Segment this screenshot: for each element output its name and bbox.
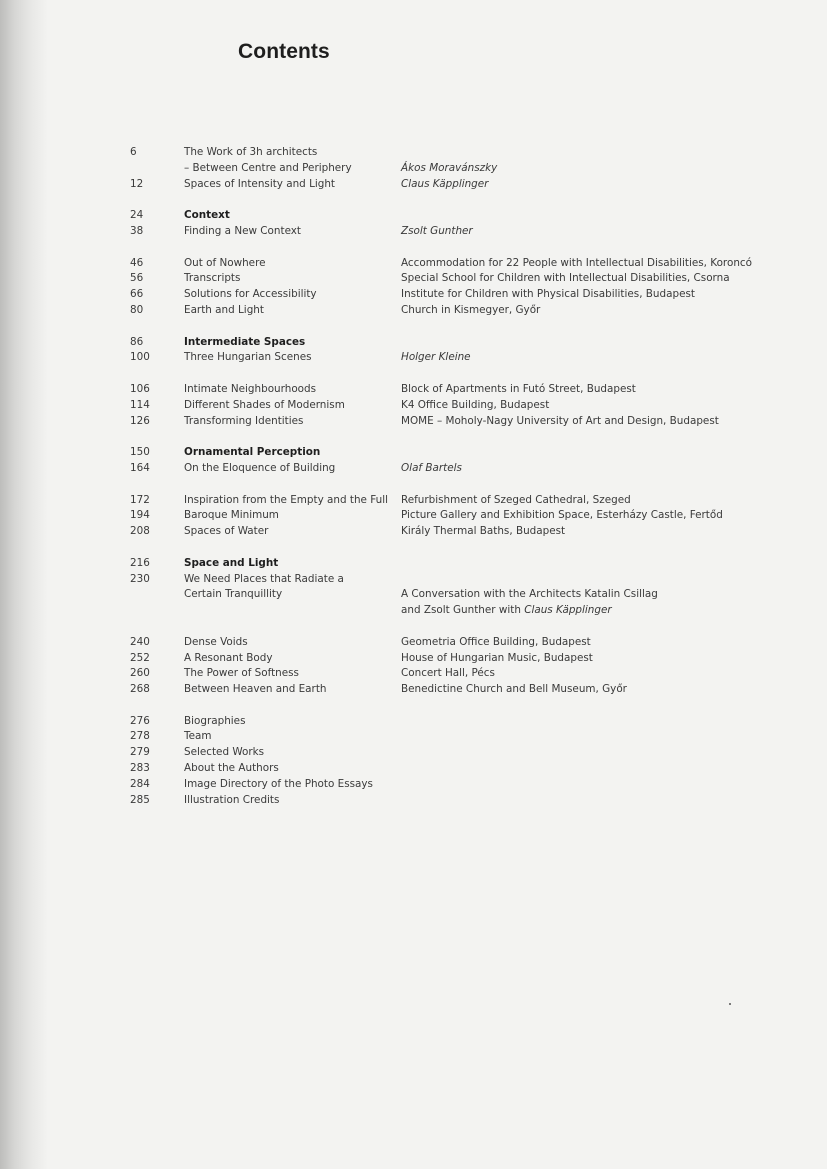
toc-entry-title: Intimate Neighbourhoods [184, 382, 317, 395]
toc-entry-title: A Resonant Body [184, 651, 273, 664]
toc-entry-project [401, 271, 730, 287]
toc-row [0, 635, 827, 651]
toc-entry-note-text: Block of Apartments in Futó Street, Budapest [401, 382, 636, 395]
toc-page-number: 126 [130, 414, 150, 427]
toc-page-number: 86 [130, 335, 144, 348]
toc-row [0, 745, 827, 761]
toc-entry-title: Solutions for Accessibility [184, 288, 317, 301]
toc-entry-note-text: and Zsolt Gunther with [401, 604, 525, 617]
toc-section-heading-row [0, 556, 827, 572]
toc-entry-note-text: Church in Kismegyer, Győr [401, 303, 541, 316]
toc-page-number: 194 [130, 509, 150, 522]
toc-entry-title: Team [184, 730, 212, 743]
toc-section-heading-row [0, 335, 827, 351]
toc-entry-note-text: Geometria Office Building, Budapest [401, 635, 591, 648]
toc-entry-title: Inspiration from the Empty and the Full [184, 493, 389, 506]
toc-entry-title: Three Hungarian Scenes [184, 351, 312, 364]
toc-row [0, 224, 827, 240]
toc-page-number: 252 [130, 651, 150, 664]
toc-row [0, 666, 827, 682]
toc-entry-title: Different Shades of Modernism [184, 398, 345, 411]
toc-entry-note-text: Accommodation for 22 People with Intellectual Disabilities, Koroncó [401, 256, 752, 269]
toc-row [0, 303, 827, 319]
toc-page-number: 283 [130, 762, 150, 775]
toc-entry-project [401, 587, 658, 603]
toc-page-number: 276 [130, 714, 150, 727]
toc-entry-title: On the Eloquence of Building [184, 461, 336, 474]
toc-entry-project [401, 256, 752, 272]
toc-section-heading: Space and Light [184, 556, 279, 569]
toc-entry-note-text: K4 Office Building, Budapest [401, 398, 550, 411]
toc-entry-note-text: Refurbishment of Szeged Cathedral, Szeged [401, 493, 631, 506]
toc-page-number: 278 [130, 730, 150, 743]
toc-page-number: 38 [130, 224, 144, 237]
toc-entry-title: Illustration Credits [184, 793, 280, 806]
toc-row [0, 714, 827, 730]
toc-entry-note-text: Concert Hall, Pécs [401, 667, 495, 680]
toc-row [0, 145, 827, 161]
toc-entry-project [401, 524, 565, 540]
toc-entry-note-text: Benedictine Church and Bell Museum, Győr [401, 683, 627, 696]
toc-page-number: 150 [130, 446, 150, 459]
toc-entry-author [401, 177, 488, 193]
toc-row [0, 777, 827, 793]
toc-entry-project [401, 635, 591, 651]
toc-entry-title: Finding a New Context [184, 224, 302, 237]
toc-entry-project [401, 666, 495, 682]
toc-row [0, 651, 827, 667]
toc-page-number: 260 [130, 667, 150, 680]
toc-row [0, 161, 827, 177]
toc-page-number: 268 [130, 683, 150, 696]
toc-page-number: 66 [130, 288, 144, 301]
toc-entry-note-text: House of Hungarian Music, Budapest [401, 651, 593, 664]
toc-entry-title: Spaces of Water [184, 525, 269, 538]
toc-row [0, 398, 827, 414]
toc-row [0, 524, 827, 540]
toc-row [0, 793, 827, 809]
toc-entry-title: The Work of 3h architects [184, 146, 318, 158]
toc-entry-project [401, 493, 631, 509]
toc-entry-title: Transforming Identities [184, 414, 304, 427]
toc-section-heading-row [0, 445, 827, 461]
toc-page-number: 114 [130, 398, 150, 411]
toc-entry-author [401, 350, 471, 366]
toc-entry-note-text: Olaf Bartels [401, 461, 462, 474]
toc-entry-project [401, 651, 593, 667]
toc-row [0, 271, 827, 287]
toc-entry-title: Between Heaven and Earth [184, 683, 327, 696]
toc-entry-author [401, 224, 473, 240]
toc-row [0, 256, 827, 272]
toc-entry-title: Spaces of Intensity and Light [184, 177, 336, 190]
toc-entry-title: Dense Voids [184, 635, 248, 648]
toc-page-number: 230 [130, 572, 150, 585]
page-dot-mark [729, 1003, 731, 1005]
toc-section-heading-row [0, 208, 827, 224]
toc-page-number: 24 [130, 209, 144, 222]
toc-entry-note-text: Zsolt Gunther [401, 224, 473, 237]
toc-entry-author [401, 161, 497, 177]
toc-entry-note-text: Holger Kleine [401, 351, 471, 364]
toc-row [0, 177, 827, 193]
toc-page-number: 12 [130, 177, 144, 190]
toc-entry-title: Certain Tranquillity [184, 588, 283, 601]
toc-entry-title: Earth and Light [184, 303, 264, 316]
toc-entry-project [401, 287, 695, 303]
toc-page-number: 56 [130, 272, 144, 285]
toc-entry-note-text: Claus Käpplinger [401, 177, 489, 190]
toc-entry-project [401, 414, 719, 430]
toc-row [0, 493, 827, 509]
toc-page-number: 284 [130, 777, 150, 790]
toc-page-number: 106 [130, 382, 150, 395]
toc-entry-title: About the Authors [184, 762, 279, 775]
toc-row [0, 572, 827, 588]
toc-page-number: 279 [130, 746, 150, 759]
toc-entry-project [401, 682, 627, 698]
toc-page-number: 46 [130, 256, 144, 269]
toc-section-heading: Ornamental Perception [184, 446, 321, 459]
toc-entry-project [401, 603, 612, 619]
toc-entry-project [401, 303, 540, 319]
toc-entry-project [401, 382, 636, 398]
toc-section-heading: Intermediate Spaces [184, 335, 306, 348]
toc-entry-note-text: MOME – Moholy-Nagy University of Art and Design, Budapest [401, 414, 719, 427]
toc-entry-author: Claus Käpplinger [524, 604, 612, 617]
toc-entry-title: Selected Works [184, 746, 265, 759]
toc-row [0, 508, 827, 524]
toc-entry-title: Transcripts [184, 272, 241, 285]
toc-row [0, 414, 827, 430]
toc-page-number: 164 [130, 461, 150, 474]
toc-entry-note-text: Ákos Moravánszky [401, 161, 498, 174]
toc-entry-title: Image Directory of the Photo Essays [184, 777, 373, 790]
toc-row [0, 587, 827, 603]
toc-entry-title: Out of Nowhere [184, 256, 266, 269]
toc-entry-project [401, 398, 549, 414]
toc-entry-author [401, 461, 462, 477]
toc-row [0, 287, 827, 303]
toc-row [0, 603, 827, 619]
toc-entry-note-text: A Conversation with the Architects Katalin Csillag [401, 588, 658, 601]
toc-entry-title: The Power of Softness [184, 667, 299, 680]
toc-page-number: 172 [130, 493, 150, 506]
toc-page-number: 285 [130, 793, 150, 806]
toc-section-heading: Context [184, 209, 230, 222]
toc-entry-note-text: Special School for Children with Intellectual Disabilities, Csorna [401, 272, 730, 285]
page-title: Contents [238, 40, 330, 63]
toc-row [0, 761, 827, 777]
toc-entry-title: We Need Places that Radiate a [184, 572, 344, 585]
toc-row [0, 461, 827, 477]
toc-entry-title: Baroque Minimum [184, 509, 279, 522]
toc-entry-note-text: Picture Gallery and Exhibition Space, Esterházy Castle, Fertőd [401, 509, 723, 522]
toc-entry-note-text: Institute for Children with Physical Disabilities, Budapest [401, 288, 695, 301]
toc-page-number: 100 [130, 351, 150, 364]
toc-row [0, 382, 827, 398]
toc-entry-note-text: Király Thermal Baths, Budapest [401, 525, 566, 538]
table-of-contents [0, 145, 827, 808]
toc-row [0, 729, 827, 745]
toc-row [0, 682, 827, 698]
toc-page-number: 80 [130, 303, 144, 316]
toc-entry-title: – Between Centre and Periphery [184, 161, 352, 174]
toc-page-number: 6 [130, 146, 137, 158]
toc-entry-project [401, 508, 723, 524]
toc-page-number: 208 [130, 525, 150, 538]
toc-page-number: 240 [130, 635, 150, 648]
toc-row [0, 350, 827, 366]
toc-page-number: 216 [130, 556, 150, 569]
toc-entry-title: Biographies [184, 714, 246, 727]
